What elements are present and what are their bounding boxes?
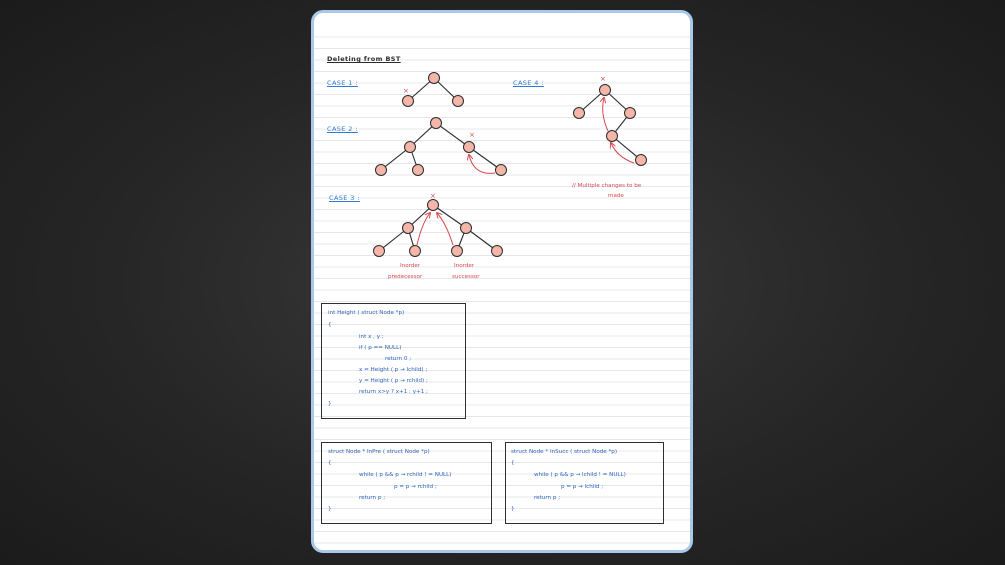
code-line: y = Height ( p → rchild) ; [359, 378, 428, 384]
inorder-successor-line-2: successor [452, 274, 480, 280]
inorder-predecessor-line-1: Inorder [400, 263, 421, 269]
code-line: struct Node * InSucc ( struct Node *p) [511, 449, 618, 455]
code-line: p = p → lchild ; [561, 484, 604, 490]
code-line: int x , y ; [359, 334, 384, 340]
case-2-tree [376, 118, 507, 176]
delete-mark: × [600, 75, 606, 83]
case-4-note-line-2: made [608, 193, 624, 199]
case-4-tree [574, 75, 647, 166]
inorder-predecessor-line-2: predecessor [388, 274, 423, 280]
case-3-tree [374, 192, 503, 257]
case-3-label: CASE 3 : [329, 194, 360, 202]
code-line: struct Node * InPre ( struct Node *p) [328, 449, 430, 455]
delete-mark: × [430, 192, 436, 200]
height-code-box [321, 303, 466, 419]
code-line: { [328, 322, 332, 328]
code-line: while ( p && p → lchild ! = NULL) [534, 472, 626, 478]
case-4-label: CASE 4 : [513, 79, 544, 87]
case-1-label: CASE 1 : [327, 79, 358, 87]
code-line: while ( p && p → rchild ! = NULL) [359, 472, 452, 478]
code-line: return 0 ; [385, 356, 412, 362]
delete-mark: × [469, 131, 475, 139]
notebook-page[interactable] [311, 10, 693, 553]
code-line: { [328, 460, 332, 466]
code-line: p = p → rchild ; [394, 484, 437, 490]
code-line: if ( p == NULL) [359, 345, 402, 351]
delete-mark: × [403, 87, 409, 95]
code-line: return x>y ? x+1 : y+1 ; [359, 389, 428, 395]
code-line: { [511, 460, 515, 466]
code-line: int Height ( struct Node *p) [328, 310, 405, 316]
inorder-successor-line-1: Inorder [454, 263, 475, 269]
code-line: } [511, 506, 515, 512]
page-title: Deleting from BST [327, 55, 401, 63]
bst-diagrams [314, 13, 690, 313]
code-line: } [328, 506, 332, 512]
case-1-tree [403, 73, 464, 107]
case-2-label: CASE 2 : [327, 125, 358, 133]
case-4-note-line-1: // Multiple changes to be [572, 183, 642, 189]
code-line: x = Height ( p → lchild) ; [359, 367, 428, 373]
code-line: return p ; [359, 495, 386, 501]
code-line: return p ; [534, 495, 561, 501]
code-line: } [328, 401, 332, 407]
inpre-code-box [321, 442, 492, 524]
insucc-code-box [505, 442, 664, 524]
